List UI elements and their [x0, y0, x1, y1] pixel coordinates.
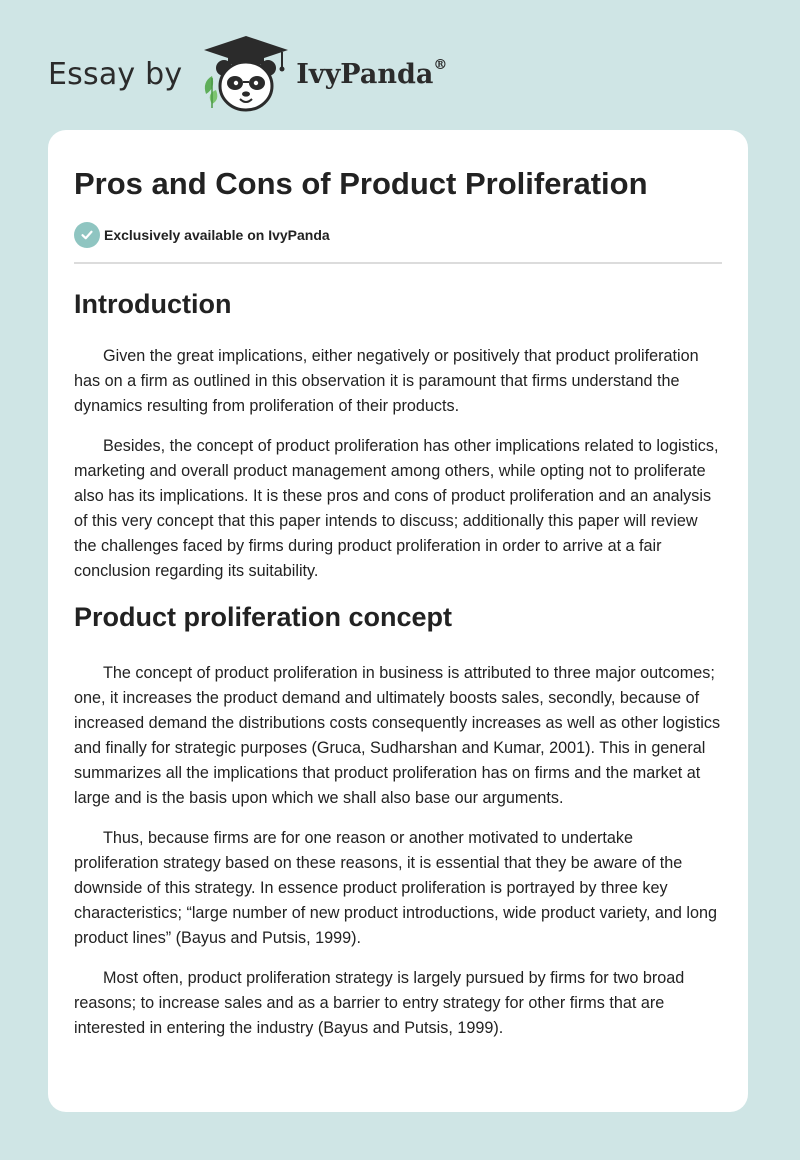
check-circle-icon	[74, 222, 100, 248]
brand-prefix: Essay by	[48, 56, 183, 92]
paragraph: Given the great implications, either negatively or positively that product proliferation has on a firm as outlined in this observation it is paramount that firms understand the dynamics resulting from proliferation of their products.	[74, 347, 699, 415]
paragraph: Besides, the concept of product proliferation has other implications related to logistics, marketing and overall product management among others, while opting not to proliferate also has its implications. It is these pros and cons of product proliferation and an analysis of this very concept that this paper intends to discuss; additionally this paper will review the challenges faced by firms during product proliferation in order to arrive at a fair conclusion regarding its suitability.	[74, 437, 719, 580]
brand-header	[48, 34, 447, 114]
paragraph: Most often, product proliferation strategy is largely pursued by firms for two broad reasons; to increase sales and as a barrier to entry strategy for other firms that are interested in entering the industry (Bayus and Putsis, 1999).	[74, 969, 685, 1037]
section-heading-introduction: Introduction	[74, 289, 232, 319]
article-title: Pros and Cons of Product Proliferation	[74, 166, 648, 201]
divider	[74, 262, 722, 264]
brand-name: IvyPanda®	[296, 56, 448, 90]
badge-text: Exclusively available on IvyPanda	[104, 227, 330, 243]
paragraph: The concept of product proliferation in business is attributed to three major outcomes; one, it increases the product demand and ultimately boosts sales, secondly, because of increased demand the distributions costs consequently increases as well as other logistics and finally for strategic purposes (Gruca, Sudharshan and Kumar, 2001). This in general summarizes all the implications that product proliferation has on firms and the market at large and is the basis upon which we shall also base our arguments.	[74, 664, 721, 807]
section-heading-product-proliferation-concept: Product proliferation concept	[74, 602, 453, 632]
registered-mark: ®	[433, 56, 448, 73]
panda-logo-icon	[200, 34, 292, 114]
paragraph: Thus, because firms are for one reason or another motivated to undertake proliferation strategy based on these reasons, it is essential that they be aware of the downside of this strategy. In essence product proliferation is portrayed by three key characteristics; “large number of new product introductions, wide product variety, and long product lines” (Bayus and Putsis, 1999).	[74, 829, 718, 947]
article-card	[48, 130, 748, 1112]
exclusive-badge	[74, 222, 722, 248]
